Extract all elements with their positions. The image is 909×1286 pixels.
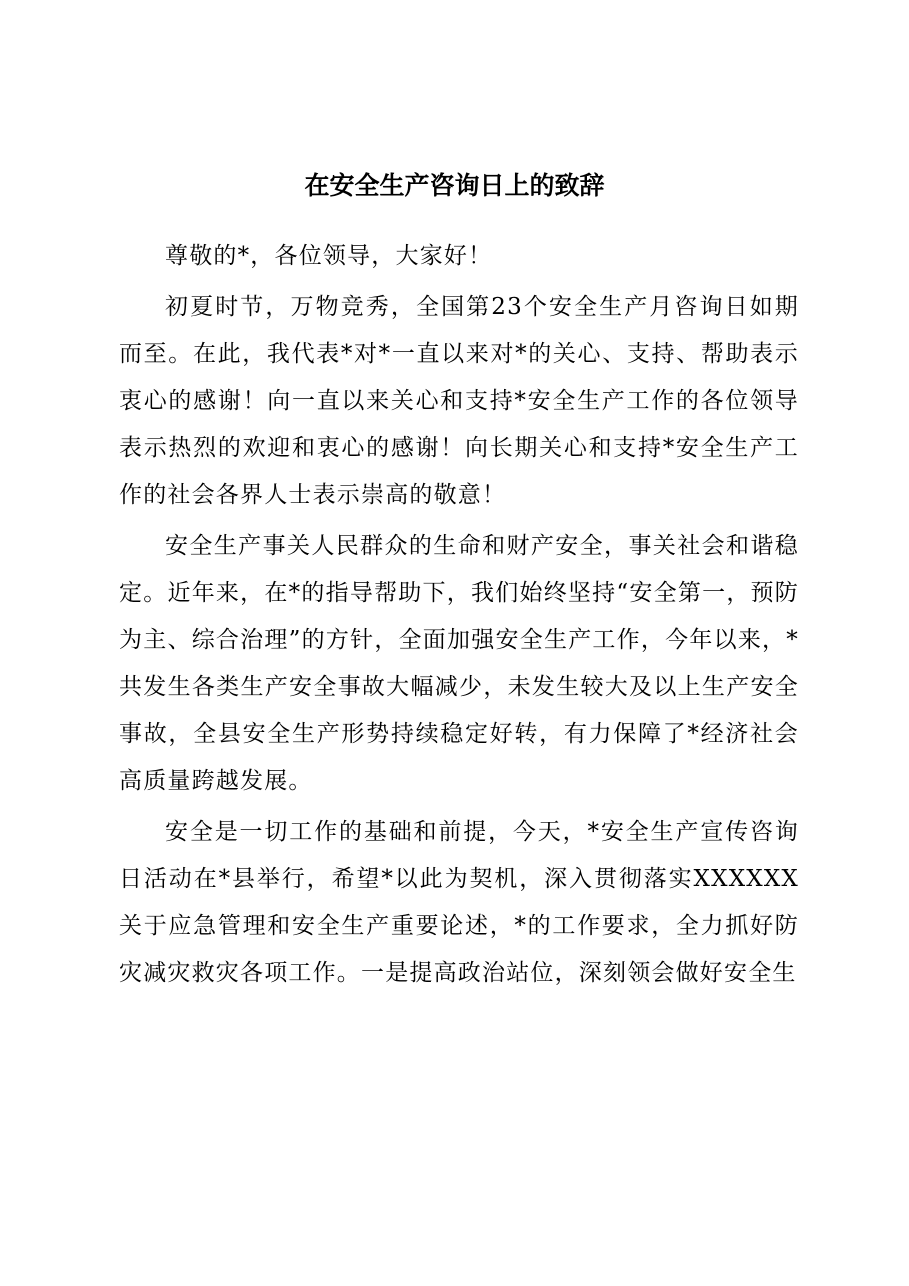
- paragraph-thanks: 初夏时节，万物竞秀，全国第23个安全生产月咨询日如期而至。在此，我代表*对*一直以来对*的关心、支持、帮助表示衷心的感谢！向一直以来关心和支持*安全生产工作的各位领导表示热烈的欢迎和衷心的感谢！向长期关心和支持*安全生产工作的社会各界人士表示崇高的敬意！: [119, 294, 799, 508]
- document-title: 在安全生产咨询日上的致辞: [304, 171, 605, 200]
- document-body: [119, 233, 799, 1001]
- paragraph-safety-status: 安全生产事关人民群众的生命和财产安全，事关社会和谐稳定。近年来，在*的指导帮助下，我们始终坚持“安全第一，预防为主、综合治理”的方针，全面加强安全生产工作，今年以来，*共发生各类生产安全事故大幅减少，未发生较大及以上生产安全事故，全县安全生产形势持续稳定好转，有力保障了*经济社会高质量跨越发展。: [119, 533, 799, 794]
- paragraph-requirements: 安全是一切工作的基础和前提，今天，*安全生产宣传咨询日活动在*县举行，希望*以此为契机，深入贯彻落实XXXXXX关于应急管理和安全生产重要论述，*的工作要求，全力抓好防灾减灾救灾各项工作。一是提高政治站位，深刻领会做好安全生: [119, 819, 799, 986]
- paragraph-greeting: 尊敬的*，各位领导，大家好！: [165, 243, 493, 269]
